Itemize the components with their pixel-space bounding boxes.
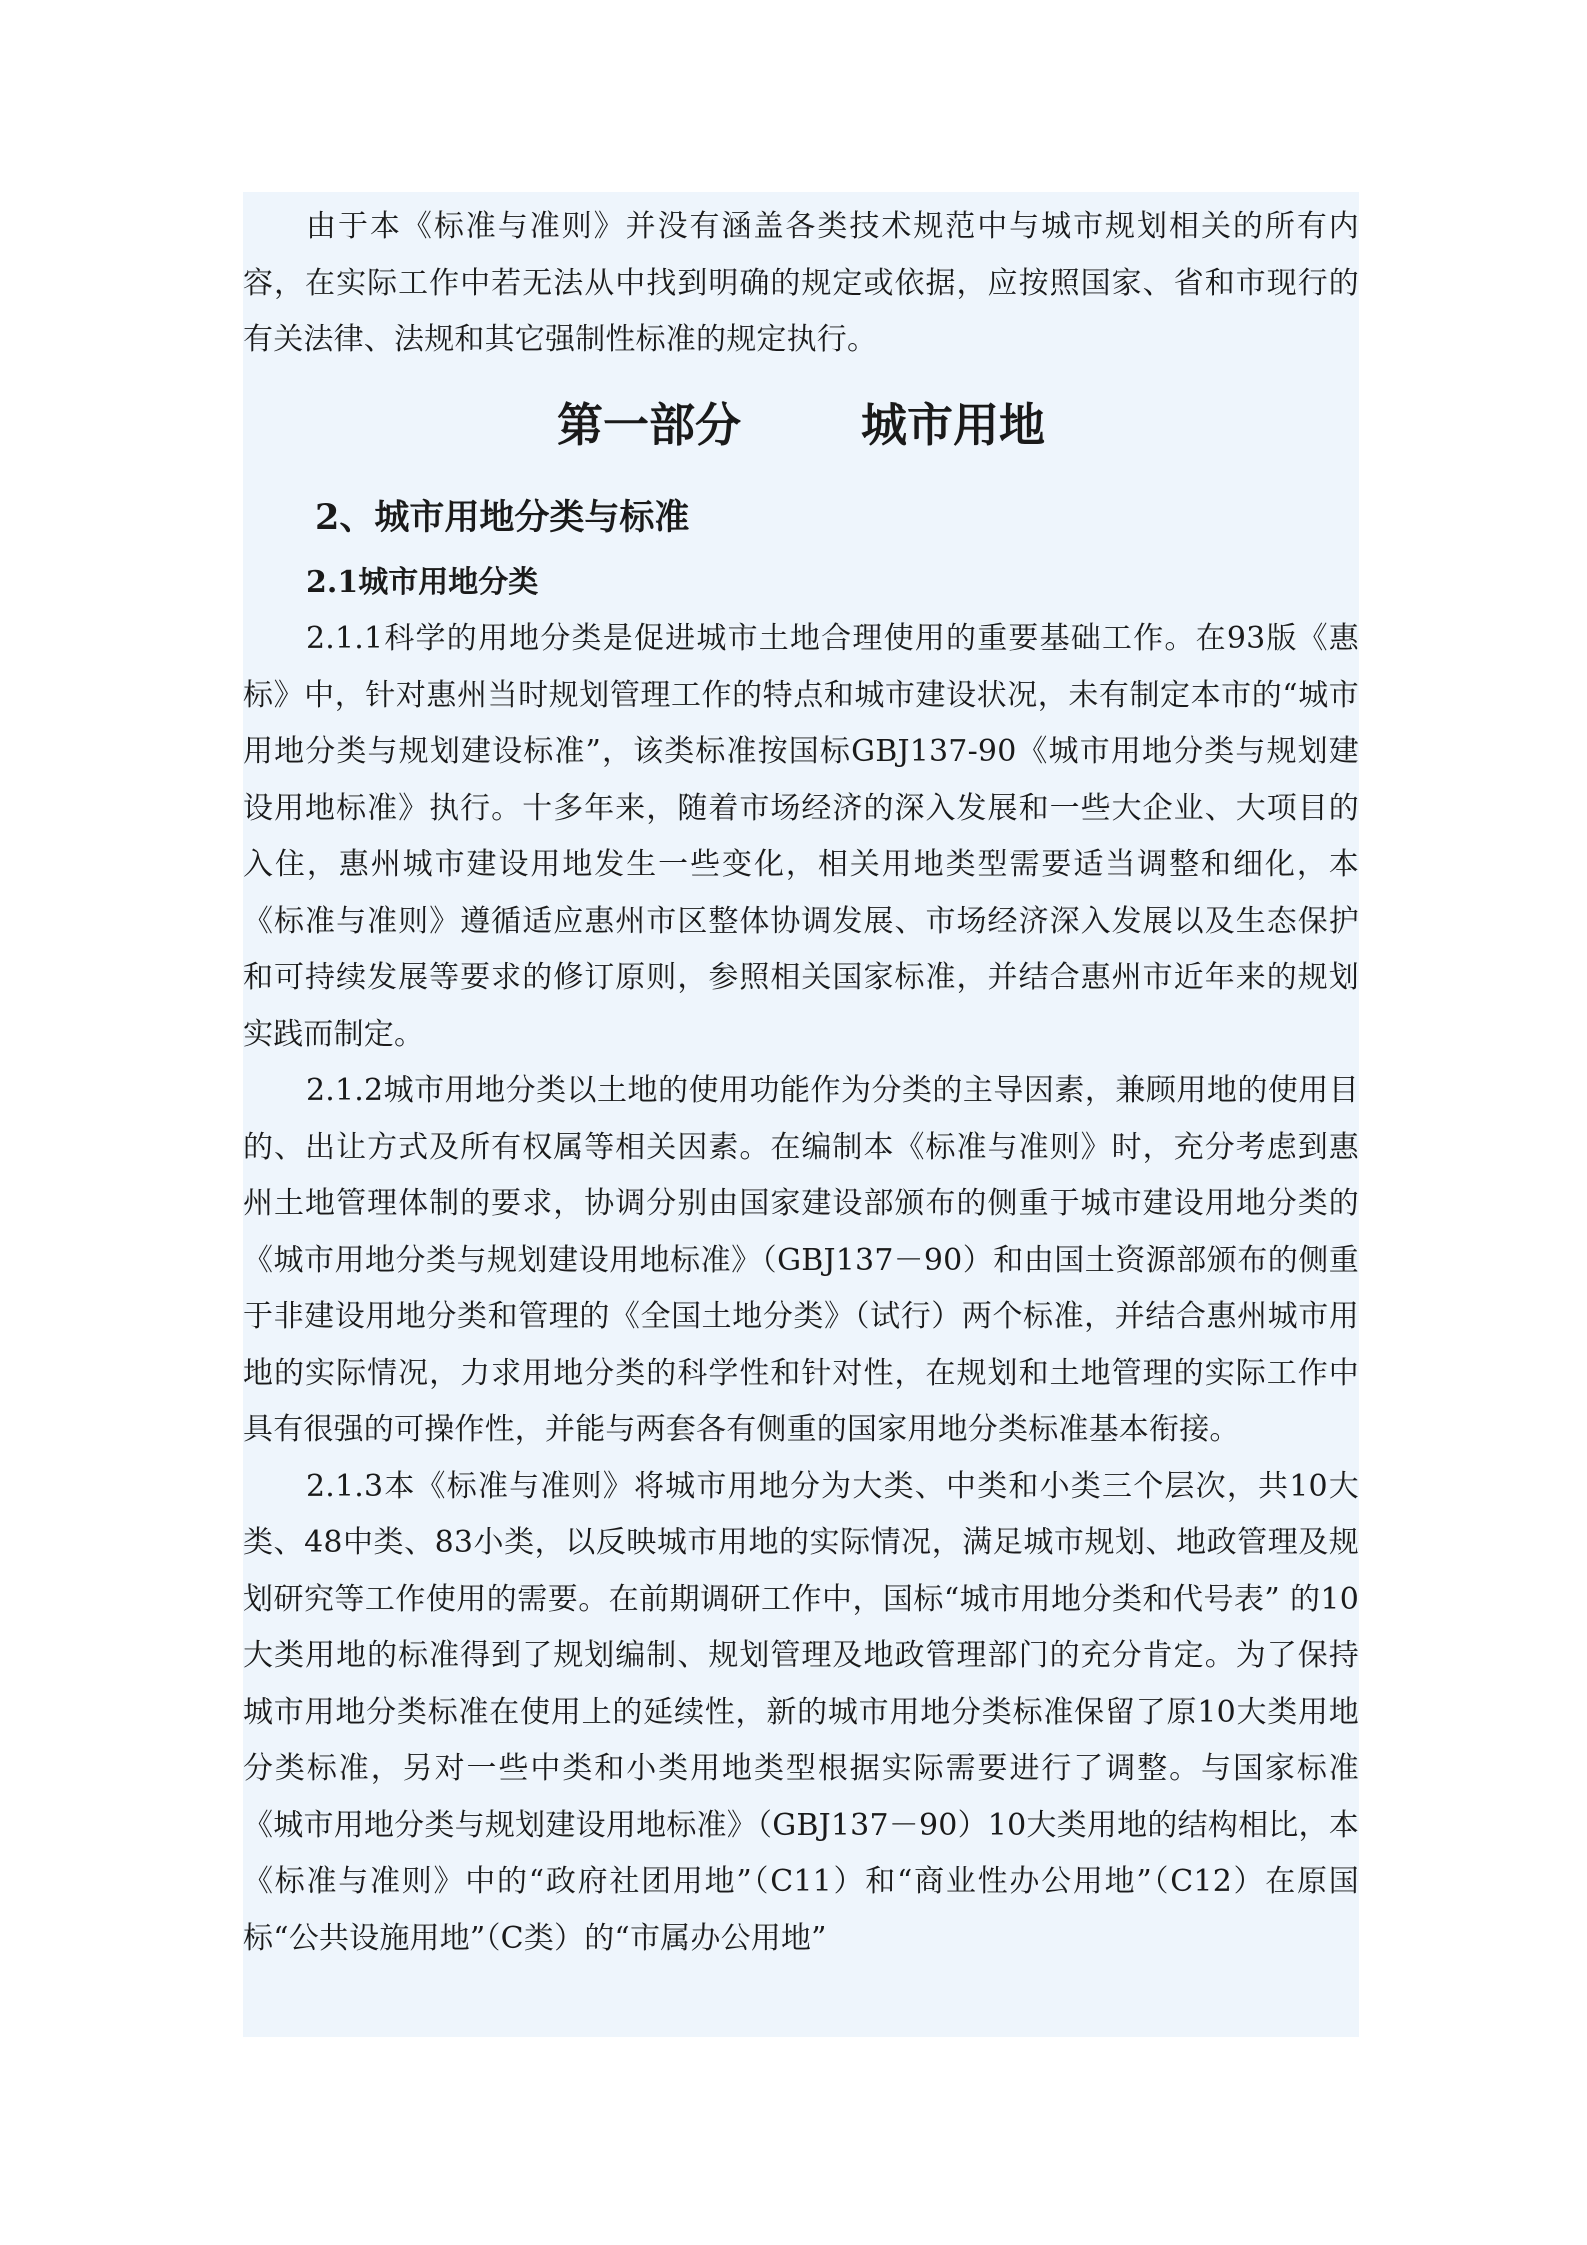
part-title-name: 城市用地	[861, 397, 1045, 452]
paragraph-2-1-1: 2.1.1科学的用地分类是促进城市土地合理使用的重要基础工作。在93版《惠标》中，针对惠州当时规划管理工作的特点和城市建设状况，未有制定本市的“城市用地分类与规划建设标准”，该类标准按国标GBJ137-90《城市用地分类与规划建设用地标准》执行。十多年来，随着市场经济的深入发展和一些大企业、大项目的入住，惠州城市建设用地发生一些变化，相关用地类型需要适当调整和细化，本《标准与准则》遵循适应惠州市区整体协调发展、市场经济深入发展以及生态保护和可持续发展等要求的修订原则，参照相关国家标准，并结合惠州市近年来的规划实践而制定。	[243, 621, 1359, 1052]
page-body	[243, 192, 1359, 2037]
subsection-heading: 2.1城市用地分类	[306, 564, 539, 600]
paragraph-2-1-3: 2.1.3本《标准与准则》将城市用地分为大类、中类和小类三个层次，共10大类、48中类、83小类，以反映城市用地的实际情况，满足城市规划、地政管理及规划研究等工作使用的需要。在前期调研工作中，国标“城市用地分类和代号表” 的10大类用地的标准得到了规划编制、规划管理及地政管理部门的充分肯定。为了保持城市用地分类标准在使用上的延续性，新的城市用地分类标准保留了原10大类用地分类标准，另对一些中类和小类用地类型根据实际需要进行了调整。与国家标准《城市用地分类与规划建设用地标准》（GBJ137－90）10大类用地的结构相比，本《标准与准则》中的“政府社团用地”（C11）和“商业性办公用地”（C12）在原国标“公共设施用地”（C类）的“市属办公用地”	[243, 1468, 1359, 1956]
paragraph-2-1-2: 2.1.2城市用地分类以土地的使用功能作为分类的主导因素，兼顾用地的使用目的、出让方式及所有权属等相关因素。在编制本《标准与准则》时，充分考虑到惠州土地管理体制的要求，协调分别由国家建设部颁布的侧重于城市建设用地分类的《城市用地分类与规划建设用地标准》（GBJ137－90）和由国土资源部颁布的侧重于非建设用地分类和管理的《全国土地分类》（试行）两个标准，并结合惠州城市用地的实际情况，力求用地分类的科学性和针对性，在规划和土地管理的实际工作中具有很强的可操作性，并能与两套各有侧重的国家用地分类标准基本衔接。	[243, 1073, 1359, 1447]
intro-paragraph: 由于本《标准与准则》并没有涵盖各类技术规范中与城市规划相关的所有内容，在实际工作中若无法从中找到明确的规定或依据，应按照国家、省和市现行的有关法律、法规和其它强制性标准的规定执行。	[243, 209, 1359, 357]
part-title	[243, 377, 1359, 473]
part-title-label: 第一部分	[557, 397, 741, 452]
section-heading: 2、城市用地分类与标准	[315, 496, 690, 538]
